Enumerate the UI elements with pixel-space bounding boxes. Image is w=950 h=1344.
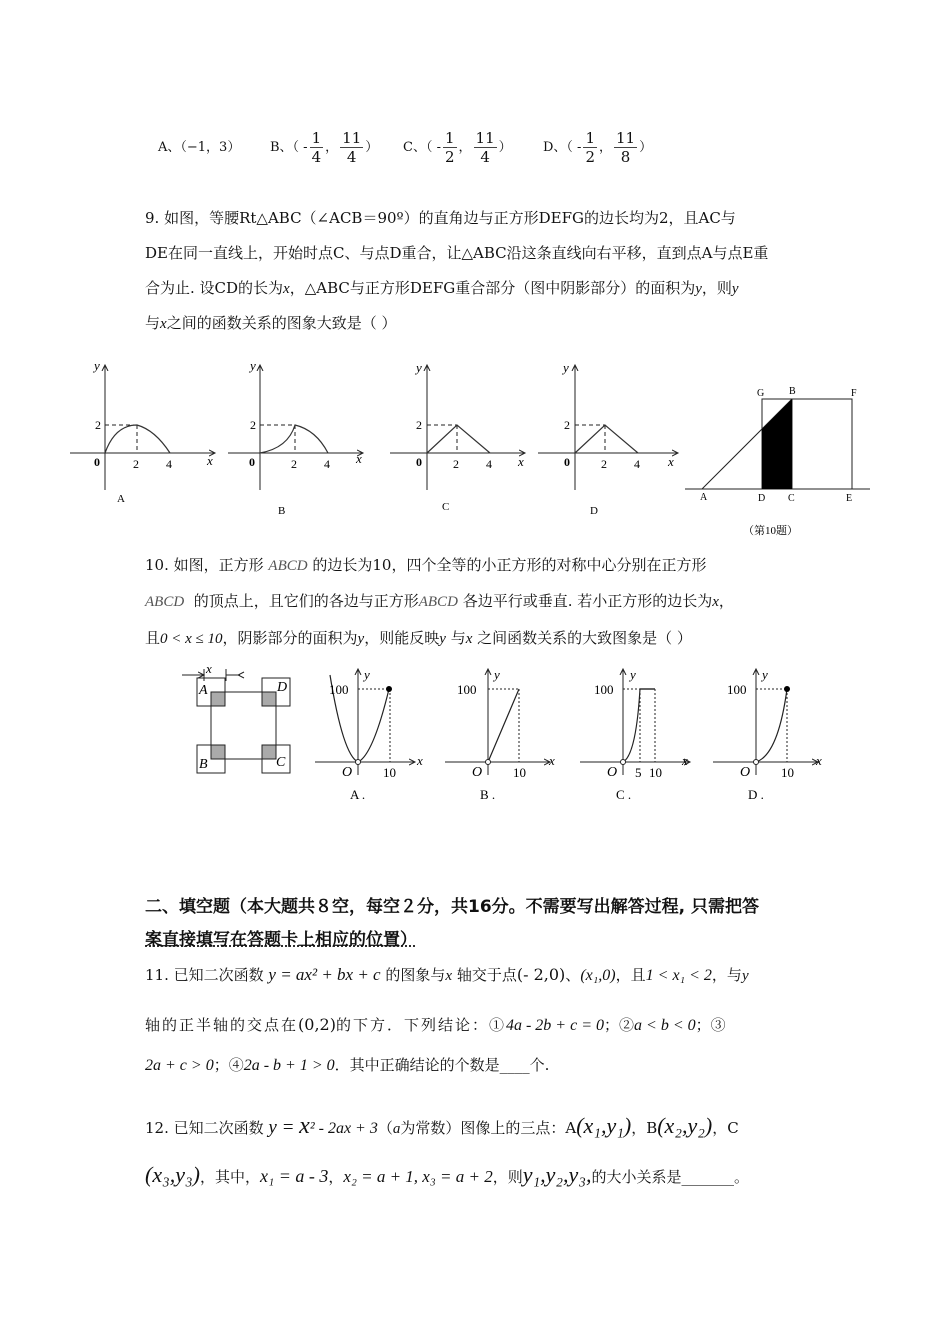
- svg-text:y: y: [250, 358, 256, 373]
- graph-label: A: [117, 493, 125, 505]
- svg-text:D: D: [277, 680, 288, 695]
- svg-text:2: 2: [133, 457, 139, 471]
- q10-graph-a: [315, 667, 423, 802]
- svg-text:x: x: [549, 753, 555, 768]
- svg-text:0: 0: [94, 455, 100, 469]
- svg-text:F: F: [851, 388, 857, 399]
- section-heading-line-2: 案直接填写在答题卡上相应的位置）: [145, 930, 417, 950]
- svg-text:100: 100: [329, 682, 349, 697]
- svg-text:10: 10: [513, 765, 526, 780]
- svg-text:2: 2: [564, 418, 570, 432]
- svg-text:A: A: [199, 683, 208, 698]
- q8-option-b: B、（ - $\frac{1}{4}$ ， $\frac{11}{4}$ ）: [270, 129, 379, 166]
- q10-line-1: 10. 如图，正方形 ABCD 的边长为10，四个全等的小正方形的对称中心分别在正方形: [145, 556, 707, 574]
- svg-text:x: x: [816, 753, 822, 768]
- q9-graph-c: [390, 360, 525, 513]
- q11-line-3: 2a + c > 0；④2a - b + 1 > 0．其中正确结论的个数是____个.: [145, 1056, 550, 1074]
- svg-text:10: 10: [781, 765, 794, 780]
- q10-square-figure: [182, 661, 290, 773]
- svg-text:4: 4: [634, 457, 640, 471]
- svg-text:D: D: [758, 493, 766, 504]
- svg-text:2: 2: [250, 418, 256, 432]
- q9-line-3: 合为止. 设CD的长为x，△ABC与正方形DEFG重合部分（图中阴影部分）的面积为y，则y: [145, 279, 739, 297]
- q9-graph-d: [538, 360, 678, 517]
- svg-text:10: 10: [649, 765, 662, 780]
- svg-text:2: 2: [416, 418, 422, 432]
- svg-text:A: A: [700, 492, 708, 503]
- graph-label: C: [442, 501, 450, 513]
- graph-label: B .: [480, 787, 496, 802]
- svg-text:2: 2: [291, 457, 297, 471]
- q9-line-2: DE在同一直线上，开始时点C、与点D重合，让△ABC沿这条直线向右平移，直到点A与点E重: [145, 244, 769, 262]
- q9-line-4: 与x之间的函数关系的图象大致是（ ）: [145, 314, 397, 332]
- svg-text:4: 4: [166, 457, 172, 471]
- svg-text:y: y: [563, 360, 569, 375]
- q8-option-c: C、（ - $\frac{1}{2}$ ， $\frac{11}{4}$ ）: [403, 129, 512, 166]
- q11-line-2: 轴的正半轴的交点在(0,2)的下方．下列结论：①4a - 2b + c = 0；②a < b < 0；③: [145, 1015, 726, 1034]
- svg-text:2: 2: [453, 457, 459, 471]
- svg-text:100: 100: [727, 682, 747, 697]
- svg-text:4: 4: [486, 457, 492, 471]
- svg-text:O: O: [472, 765, 483, 780]
- svg-text:x: x: [668, 454, 674, 469]
- q10-line-2: ABCD 的顶点上，且它们的各边与正方形ABCD 各边平行或垂直. 若小正方形的边长为x，: [145, 592, 734, 610]
- svg-text:y: y: [494, 667, 500, 682]
- svg-text:100: 100: [594, 682, 614, 697]
- svg-text:O: O: [342, 765, 353, 780]
- q9-graph-a: [70, 358, 215, 505]
- svg-text:O: O: [607, 765, 618, 780]
- q9-graph-b: [228, 358, 363, 517]
- svg-text:B: B: [199, 757, 208, 772]
- graph-label: B: [278, 505, 286, 517]
- figure-caption: （第10题）: [743, 525, 798, 537]
- svg-text:x: x: [356, 451, 362, 466]
- q9-geometry-figure: [685, 386, 870, 537]
- graph-label: D .: [748, 787, 764, 802]
- svg-text:x: x: [417, 753, 423, 768]
- q10-graph-b: [445, 667, 555, 802]
- svg-text:C: C: [276, 755, 286, 770]
- svg-text:E: E: [846, 493, 853, 504]
- q12-line-2: (x₃,y₃)，其中，x₁ = a - 3，x₂ = a + 1, x₃ = a + 2，则y₁,y₂,y₃,的大小关系是_______。: [145, 1162, 750, 1187]
- q11-line-1: 11. 已知二次函数 y = ax² + bx + c 的图象与x 轴交于点(- 2,0)、(x₁,0)，且1 < x₁ < 2，与y: [145, 965, 749, 984]
- graph-label: C .: [616, 787, 632, 802]
- q10-graph-c: [580, 667, 690, 802]
- graph-label: D: [590, 505, 598, 517]
- svg-text:O: O: [740, 765, 751, 780]
- axis-y: y: [94, 358, 100, 373]
- svg-text:x: x: [518, 454, 524, 469]
- svg-text:2: 2: [95, 418, 101, 432]
- answer-blank: ____: [499, 1056, 530, 1074]
- svg-text:y: y: [364, 667, 370, 682]
- q9-figures: [60, 350, 890, 540]
- svg-text:0: 0: [249, 455, 255, 469]
- q10-figures: [170, 655, 840, 810]
- svg-text:5: 5: [635, 765, 642, 780]
- q8-option-d: D、（ - $\frac{1}{2}$ ， $\frac{11}{8}$ ）: [543, 129, 653, 166]
- svg-text:y: y: [630, 667, 636, 682]
- svg-text:2: 2: [601, 457, 607, 471]
- svg-text:100: 100: [457, 682, 477, 697]
- q10-graph-d: [713, 667, 822, 802]
- section-heading-line-1: 二、填空题（本大题共８空，每空２分，共16分。不需要写出解答过程, 只需把答: [145, 897, 760, 917]
- svg-text:0: 0: [564, 455, 570, 469]
- svg-text:y: y: [762, 667, 768, 682]
- svg-text:B: B: [789, 386, 796, 397]
- svg-text:0: 0: [416, 455, 422, 469]
- q9-line-1: 9. 如图，等腰Rt△ABC（∠ACB＝90º）的直角边与正方形DEFG的边长均为2，且AC与: [145, 209, 736, 227]
- answer-blank: _______: [681, 1168, 734, 1186]
- svg-text:10: 10: [383, 765, 396, 780]
- axis-x: x: [207, 453, 213, 468]
- q10-line-3: 且0 < x ≤ 10，阴影部分的面积为y，则能反映y 与x 之间函数关系的大致图象是（ ）: [145, 629, 692, 647]
- svg-text:C: C: [788, 493, 795, 504]
- svg-text:4: 4: [324, 457, 330, 471]
- q12-line-1: 12. 已知二次函数 y = x² - 2ax + 3（a为常数）图像上的三点：A(x₁,y₁)，B(x₂,y₂)，C: [145, 1113, 739, 1139]
- svg-text:G: G: [757, 388, 765, 399]
- q8-option-a: A、（−1，3）: [158, 140, 241, 155]
- svg-text:y: y: [416, 360, 422, 375]
- svg-text:x: x: [206, 661, 212, 676]
- svg-text:x: x: [682, 753, 688, 768]
- graph-label: A .: [350, 787, 366, 802]
